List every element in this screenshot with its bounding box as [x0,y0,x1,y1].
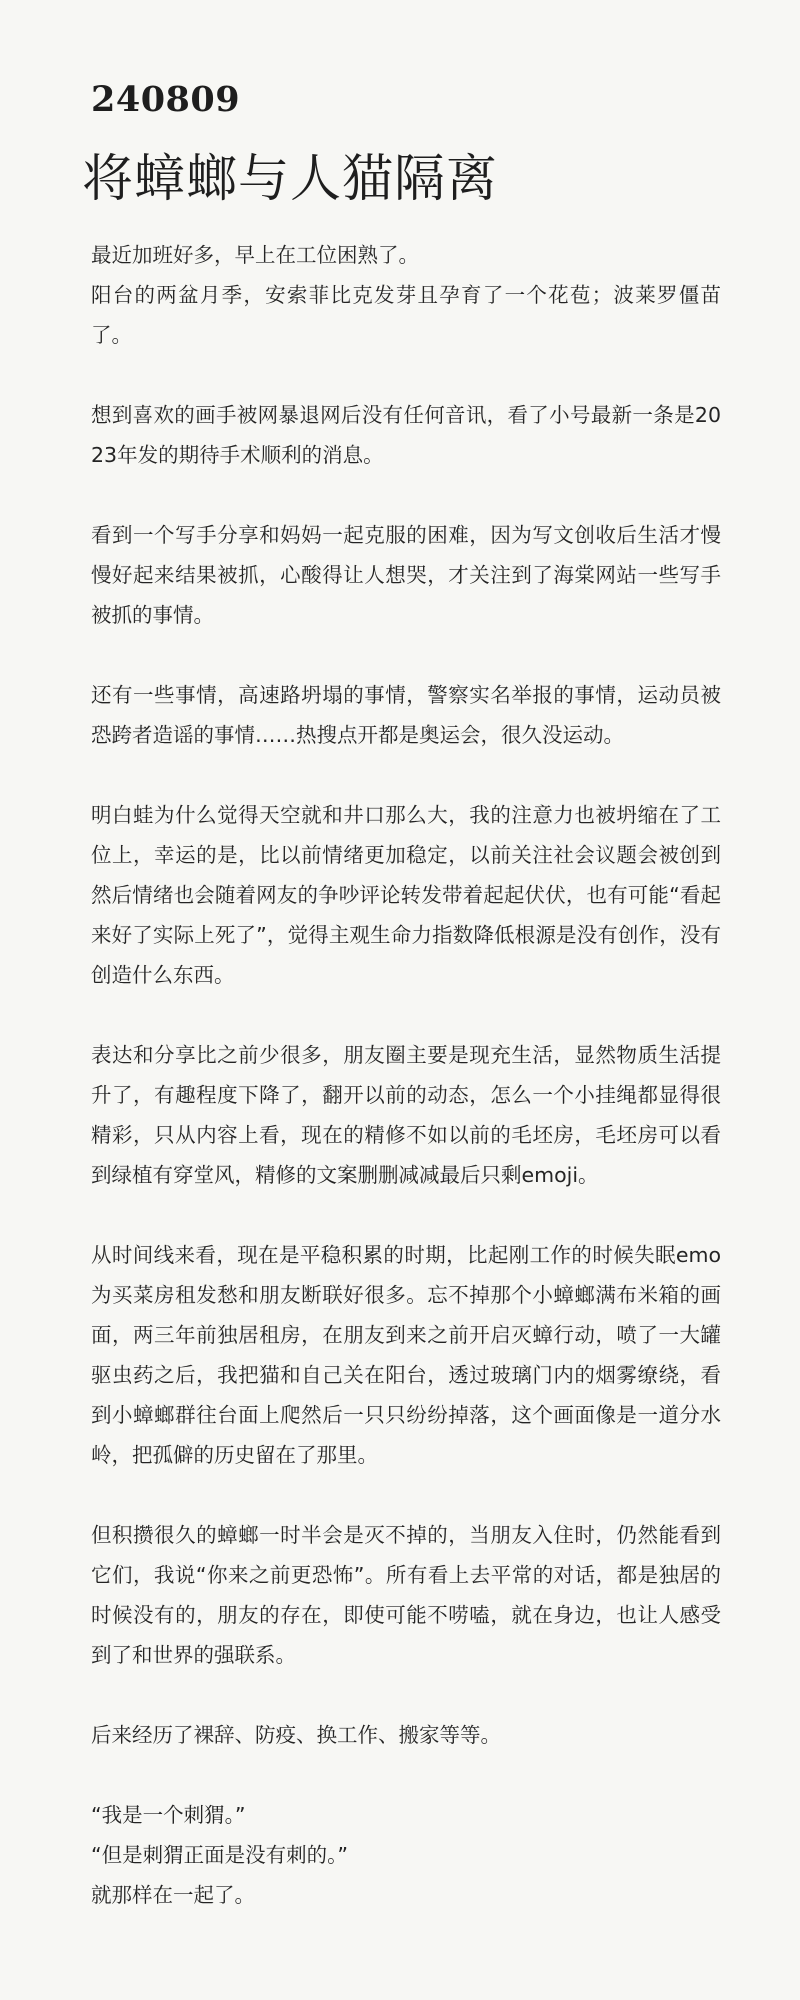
paragraph-line: 还有一些事情，高速路坍塌的事情，警察实名举报的事情，运动员被恐跨者造谣的事情……热搜点开都是奥运会，很久没运动。 [91,683,721,747]
post-date: 240809 [91,79,241,120]
paragraph-line: 从时间线来看，现在是平稳积累的时期，比起刚工作的时候失眠emo为买菜房租发愁和朋友断联好很多。忘不掉那个小蟑螂满布米箱的画面，两三年前独居租房，在朋友到来之前开启灭蟑行动，喷了一大罐驱虫药之后，我把猫和自己关在阳台，透过玻璃门内的烟雾缭绕，看到小蟑螂群往台面上爬然后一只只纷纷掉落，这个画面像是一道分水岭，把孤僻的历史留在了那里。 [91,1243,721,1467]
body-paragraph [91,1715,721,1755]
paragraph-line: 就那样在一起了。 [91,1883,255,1907]
body-paragraph [91,675,721,755]
post-title: 将蟑螂与人猫隔离 [82,150,499,209]
paragraph-line: 表达和分享比之前少很多，朋友圈主要是现充生活，显然物质生活提升了，有趣程度下降了，翻开以前的动态，怎么一个小挂绳都显得很精彩，只从内容上看，现在的精修不如以前的毛坯房，毛坯房可以看到绿植有穿堂风，精修的文案删删减减最后只剩emoji。 [91,1043,721,1187]
body-paragraph [91,1795,721,1915]
paragraph-line: 看到一个写手分享和妈妈一起克服的困难，因为写文创收后生活才慢慢好起来结果被抓，心酸得让人想哭，才关注到了海棠网站一些写手被抓的事情。 [91,523,721,627]
paragraph-line: 最近加班好多，早上在工位困熟了。 [91,243,419,267]
body-paragraph [91,235,721,355]
paragraph-line: 但积攒很久的蟑螂一时半会是灭不掉的，当朋友入住时，仍然能看到它们，我说“你来之前更恐怖”。所有看上去平常的对话，都是独居的时候没有的，朋友的存在，即使可能不唠嗑，就在身边，也让人感受到了和世界的强联系。 [91,1523,721,1667]
paragraph-line: “但是刺猬正面是没有刺的。” [91,1843,348,1867]
paragraph-line: “我是一个刺猬。” [91,1803,246,1827]
body-paragraph [91,515,721,635]
paragraph-line: 想到喜欢的画手被网暴退网后没有任何音讯，看了小号最新一条是2023年发的期待手术顺利的消息。 [91,403,721,467]
body-paragraph [91,1035,721,1195]
post-body [91,235,721,1915]
paragraph-line: 阳台的两盆月季，安索菲比克发芽且孕育了一个花苞；波莱罗僵苗了。 [91,283,721,347]
body-paragraph [91,1235,721,1475]
body-paragraph [91,395,721,475]
paragraph-line: 明白蛙为什么觉得天空就和井口那么大，我的注意力也被坍缩在了工位上，幸运的是，比以前情绪更加稳定，以前关注社会议题会被创到然后情绪也会随着网友的争吵评论转发带着起起伏伏，也有可能“看起来好了实际上死了”，觉得主观生命力指数降低根源是没有创作，没有创造什么东西。 [91,803,721,987]
paragraph-line: 后来经历了裸辞、防疫、换工作、搬家等等。 [91,1723,501,1747]
body-paragraph [91,1515,721,1675]
body-paragraph [91,795,721,995]
